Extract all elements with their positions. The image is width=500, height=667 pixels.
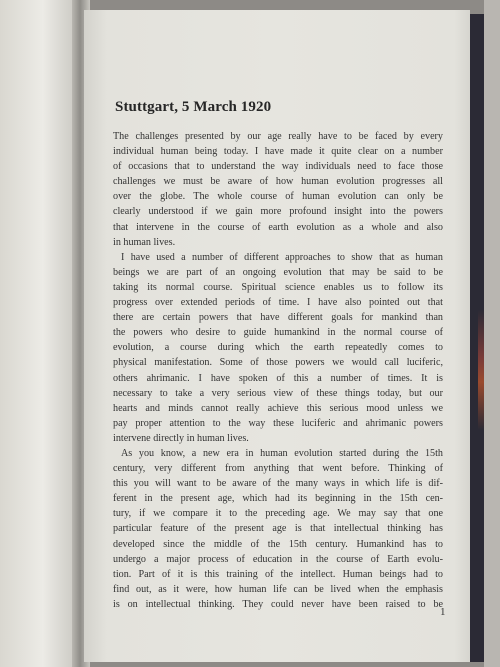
chapter-heading: Stuttgart, 5 March 1920 [115,99,272,115]
text-line: there are certain powers that have different goals for mankind than [113,312,443,324]
text-line: As you know, a new era in human evolution started during the 15th [121,447,443,459]
text-line: of occasions that to understand the way individuals need to face those [113,161,443,173]
text-line: ferent in the present age, which had its beginning in the 15th cen- [113,493,443,505]
text-line: pay proper attention to the way these luciferic and ahrimanic powers [113,417,443,429]
text-line: century, very different from anything that went before. Thinking of [113,463,443,475]
facing-page [0,0,78,667]
text-line: clearly understood if we gain more profound insight into the powers [113,206,443,218]
text-line: is on intellectual thinking. They could never have been raised to be [113,598,443,610]
text-line: taking its normal course. Spiritual science enables us to follow its [113,281,443,293]
text-line: challenges we must be aware of how human evolution progresses all [113,176,443,188]
page-number: 1 [440,606,446,618]
text-line: that intervene in the course of earth evolution as a whole and also [113,221,443,233]
text-line: the powers who desire to guide humankind in the normal course of [113,327,443,339]
text-line: tury, if we compare it to the preceding age. We may say that one [113,508,443,520]
text-line: intervene directly in human lives. [113,432,249,444]
text-line: evolution, a course during which the earth repeatedly comes to [113,342,443,354]
text-line: others ahrimanic. I have spoken of this a number of times. It is [113,372,443,384]
text-line: necessary to take a very serious view of these things today, but our [113,387,443,399]
text-line: tion. Part of it is this training of the intellect. Human beings had to [113,568,443,580]
background-surface [484,0,500,667]
text-line: hearts and minds cannot really achieve this serious mood unless we [113,402,443,414]
text-line: beings we are part of an ongoing evolution that may be said to be [113,266,443,278]
text-line: find out, as it were, how human life can be lived when the emphasis [113,583,443,595]
text-line: I have used a number of different approaches to show that as human [121,251,443,263]
text-line: individual human being today. I have made it quite clear on a number [113,146,443,158]
text-line: this you will want to be aware of the many ways in which life is dif- [113,478,443,490]
text-line: The challenges presented by our age really have to be faced by every [113,131,443,142]
text-line: progress over extended periods of time. I have also pointed out that [113,297,443,309]
text-line: undergo a major process of education in the course of Earth evolu- [113,553,443,565]
body-text [113,129,443,612]
text-line: over the globe. The whole course of human evolution can only be [113,191,443,203]
text-line: in human lives. [113,236,176,248]
text-line: physical manifestation. Some of those powers we would call luciferic, [113,357,443,369]
text-line: particular feature of the present age is that intellectual thinking has [113,523,443,535]
text-line: developed since the middle of the 15th century. Humankind has to [113,538,443,550]
